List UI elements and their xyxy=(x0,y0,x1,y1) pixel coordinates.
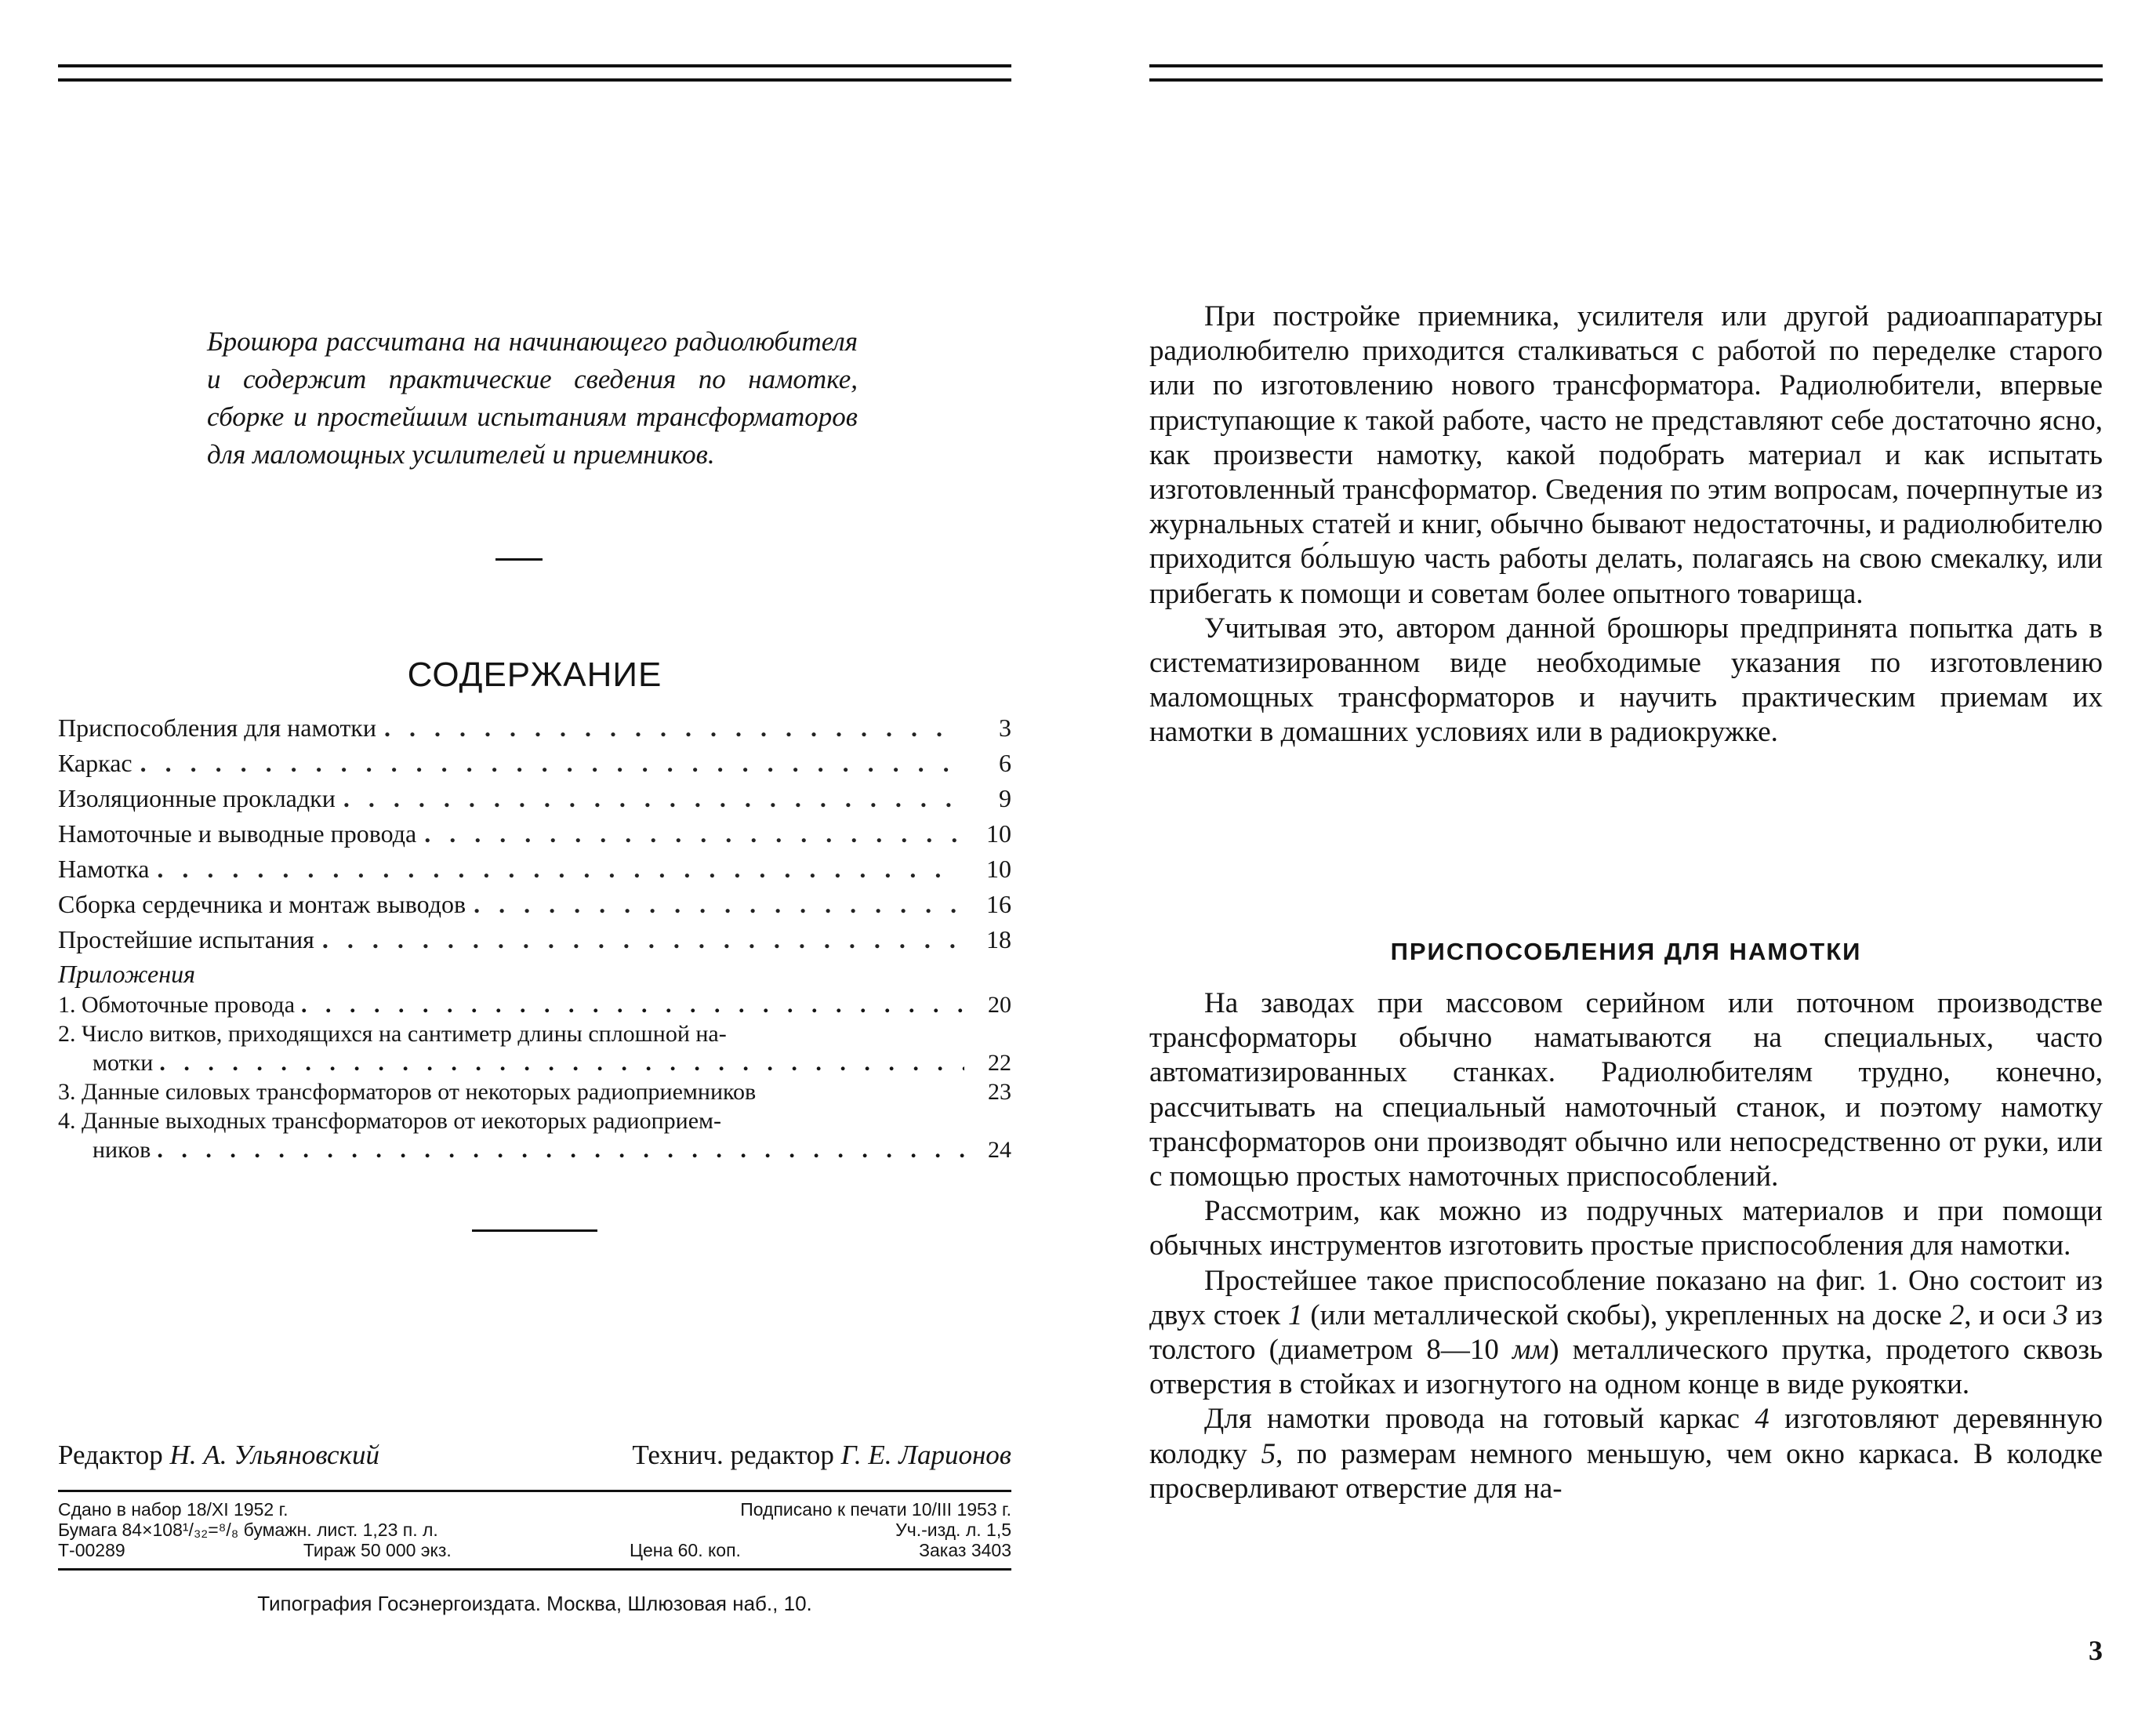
separator-dash xyxy=(472,1229,597,1232)
appendix-entry-title: 4. Данные выходных трансформаторов от иекоторых радиоприем- xyxy=(58,1108,722,1134)
appendix-entry[interactable] xyxy=(58,990,1011,1019)
toc-entry[interactable] xyxy=(58,746,1011,781)
appendix-entry-page: 24 xyxy=(988,1137,1011,1163)
editor xyxy=(58,1440,379,1471)
table-of-contents xyxy=(58,710,1011,1164)
appendix-entry[interactable] xyxy=(58,1019,1011,1077)
header-double-rule xyxy=(58,64,1011,83)
section-text xyxy=(1149,986,2103,1506)
toc-entry-page: 3 xyxy=(999,714,1011,742)
toc-entry[interactable] xyxy=(58,816,1011,852)
body-paragraph: Рассмотрим, как можно из подручных материалов и при помощи обычных инструментов изготовить простые приспособления для намотки. xyxy=(1149,1195,2103,1262)
imprint-order: Заказ 3403 xyxy=(919,1540,1011,1560)
toc-leader-dots xyxy=(157,852,958,887)
toc-entry-page: 10 xyxy=(986,855,1011,883)
appendix-entry-title-cont: ников xyxy=(93,1137,151,1163)
appendix-entry-title-cont: мотки xyxy=(93,1050,154,1076)
intro-paragraph: При постройке приемника, усилителя или другой радиоаппаратуры радиолюбителю приходится сталкиваться с работой по переделке старого или по изготовлению нового трансформатора. Радиолюбители, впервые приступающие к такой работе, часто не представляют себе достаточно ясно, как произвести намотку, какой подобрать материал и как испытать изготовленный трансформатор. Сведения по этим вопросам, почерпнутые из журнальных статей и книг, обычно бывают недостаточны, и радиолюбителю приходится бо́льшую часть работы делать, полагаясь на свою смекалку, или прибегать к помощи и советам более опытного товарища. xyxy=(1149,300,2103,610)
body-paragraph: Простейшее такое приспособление показано на фиг. 1. Оно состоит из двух стоек 1 (или металлической скобы), укрепленных на доске 2, и оси 3 из толстого (диаметром 8—10 мм) металлического прутка, продетого сквозь отверстия в стойках и изогнутого на одном конце в виде рукоятки. xyxy=(1149,1264,2103,1401)
toc-entry-page: 6 xyxy=(999,749,1011,777)
annotation: Брошюра рассчитана на начинающего радиолюбителя и содержит практические сведения по намотке, сборке и простейшим испытаниям трансформаторов для маломощных усилителей и приемников. xyxy=(207,326,858,470)
toc-entry-page: 9 xyxy=(999,784,1011,812)
toc-entry-title: Сборка сердечника и монтаж выводов xyxy=(58,890,466,918)
toc-leader-dots xyxy=(474,887,958,922)
toc-leader-dots xyxy=(424,816,958,852)
imprint-code: Т-00289 xyxy=(58,1540,125,1560)
tech-editor xyxy=(632,1440,1011,1471)
section-heading: ПРИСПОСОБЛЕНИЯ ДЛЯ НАМОТКИ xyxy=(1390,938,1862,965)
appendix-entry[interactable] xyxy=(58,1106,1011,1164)
left-page xyxy=(58,0,1011,1725)
toc-entry[interactable] xyxy=(58,710,1011,746)
editors-line xyxy=(58,1440,1011,1471)
toc-leader-dots xyxy=(159,1048,964,1077)
toc-entry-title: Приспособления для намотки xyxy=(58,714,376,742)
toc-entry-page: 18 xyxy=(986,925,1011,953)
editor-label: Редактор xyxy=(58,1440,163,1470)
figure-ref-number: 1 xyxy=(1288,1298,1303,1331)
imprint-signed: Подписано к печати 10/III 1953 г. xyxy=(740,1499,1011,1520)
tech-editor-label: Технич. редактор xyxy=(632,1440,834,1470)
toc-entry[interactable] xyxy=(58,887,1011,922)
body-paragraph: На заводах при массовом серийном или поточном производстве трансформаторы обычно наматываются на специальных, часто автоматизированных станках. Радиолюбителям трудно, конечно, рассчитывать на специальный намоточный станок, и поэтому намотку трансформаторов они производят обычно или непосредственно от руки, или с помощью простых намоточных приспособлений. xyxy=(1149,987,2103,1193)
header-double-rule xyxy=(1149,64,2103,83)
toc-entry[interactable] xyxy=(58,852,1011,887)
toc-entry-title: Намоточные и выводные провода xyxy=(58,819,417,848)
appendix-entry[interactable] xyxy=(58,1077,1011,1106)
toc-entry-page: 10 xyxy=(986,819,1011,848)
separator-dash xyxy=(495,558,543,561)
unit-text: мм xyxy=(1512,1334,1550,1367)
toc-entry-title: Намотка xyxy=(58,855,150,883)
appendix-list xyxy=(58,990,1011,1164)
imprint-uch-izd: Уч.-изд. л. 1,5 xyxy=(895,1520,1011,1540)
tech-editor-name: Г. Е. Ларионов xyxy=(840,1440,1011,1470)
toc-leader-dots xyxy=(322,922,958,957)
appendix-heading: Приложения xyxy=(58,960,195,988)
appendix-entry-page: 23 xyxy=(988,1079,1011,1105)
toc-entry-title: Каркас xyxy=(58,749,132,777)
imprint-top-rule xyxy=(58,1490,1011,1492)
right-page xyxy=(1149,0,2103,1725)
imprint-run: Тираж 50 000 экз. xyxy=(303,1540,452,1560)
appendix-entry-title: 3. Данные силовых трансформаторов от некоторых радиоприемников xyxy=(58,1079,757,1105)
toc-leader-dots xyxy=(301,990,964,1019)
toc-leader-dots xyxy=(157,1135,964,1164)
figure-ref-number: 2 xyxy=(1949,1298,1965,1331)
figure-ref-number: 4 xyxy=(1755,1403,1769,1436)
imprint-sent: Сдано в набор 18/XI 1952 г. xyxy=(58,1499,289,1520)
editor-name: Н. А. Ульяновский xyxy=(169,1440,379,1470)
figure-ref-number: 3 xyxy=(2053,1298,2068,1331)
imprint-paper: Бумага 84×108¹/₃₂=⁸/₈ бумажн. лист. 1,23 п. л. xyxy=(58,1520,438,1540)
toc-leader-dots xyxy=(140,746,958,781)
imprint-price: Цена 60. коп. xyxy=(629,1540,741,1560)
toc-entry[interactable] xyxy=(58,781,1011,816)
toc-entry-title: Изоляционные прокладки xyxy=(58,784,336,812)
toc-entry-page: 16 xyxy=(986,890,1011,918)
body-paragraph: Для намотки провода на готовый каркас 4 изготовляют деревянную колодку 5, по размерам немного меньшую, чем окно каркаса. В колодке просверливают отверстие для на- xyxy=(1149,1403,2103,1505)
figure-ref-number: 5 xyxy=(1261,1437,1276,1470)
appendix-entry-title: 1. Обмоточные провода xyxy=(58,992,296,1018)
toc-leader-dots xyxy=(384,710,958,746)
intro-text xyxy=(1149,300,2103,750)
imprint xyxy=(58,1499,1011,1560)
page-number: 3 xyxy=(2089,1635,2103,1666)
toc-entry[interactable] xyxy=(58,922,1011,957)
appendix-entry-title: 2. Число витков, приходящихся на сантиметр длины сплошной на- xyxy=(58,1021,727,1047)
contents-title: СОДЕРЖАНИЕ xyxy=(407,656,662,694)
appendix-entry-page: 22 xyxy=(988,1050,1011,1076)
intro-paragraph: Учитывая это, автором данной брошюры предпринята попытка дать в систематизированном виде необходимые указания по изготовлению маломощных трансформаторов и научить практическим приемам их намотки в домашних условиях или в радиокружке. xyxy=(1149,612,2103,749)
printer-line: Типография Госэнергоиздата. Москва, Шлюзовая наб., 10. xyxy=(257,1592,812,1615)
toc-leader-dots xyxy=(343,781,958,816)
imprint-bottom-rule xyxy=(58,1568,1011,1571)
toc-entry-title: Простейшие испытания xyxy=(58,925,314,953)
appendix-entry-page: 20 xyxy=(988,992,1011,1018)
